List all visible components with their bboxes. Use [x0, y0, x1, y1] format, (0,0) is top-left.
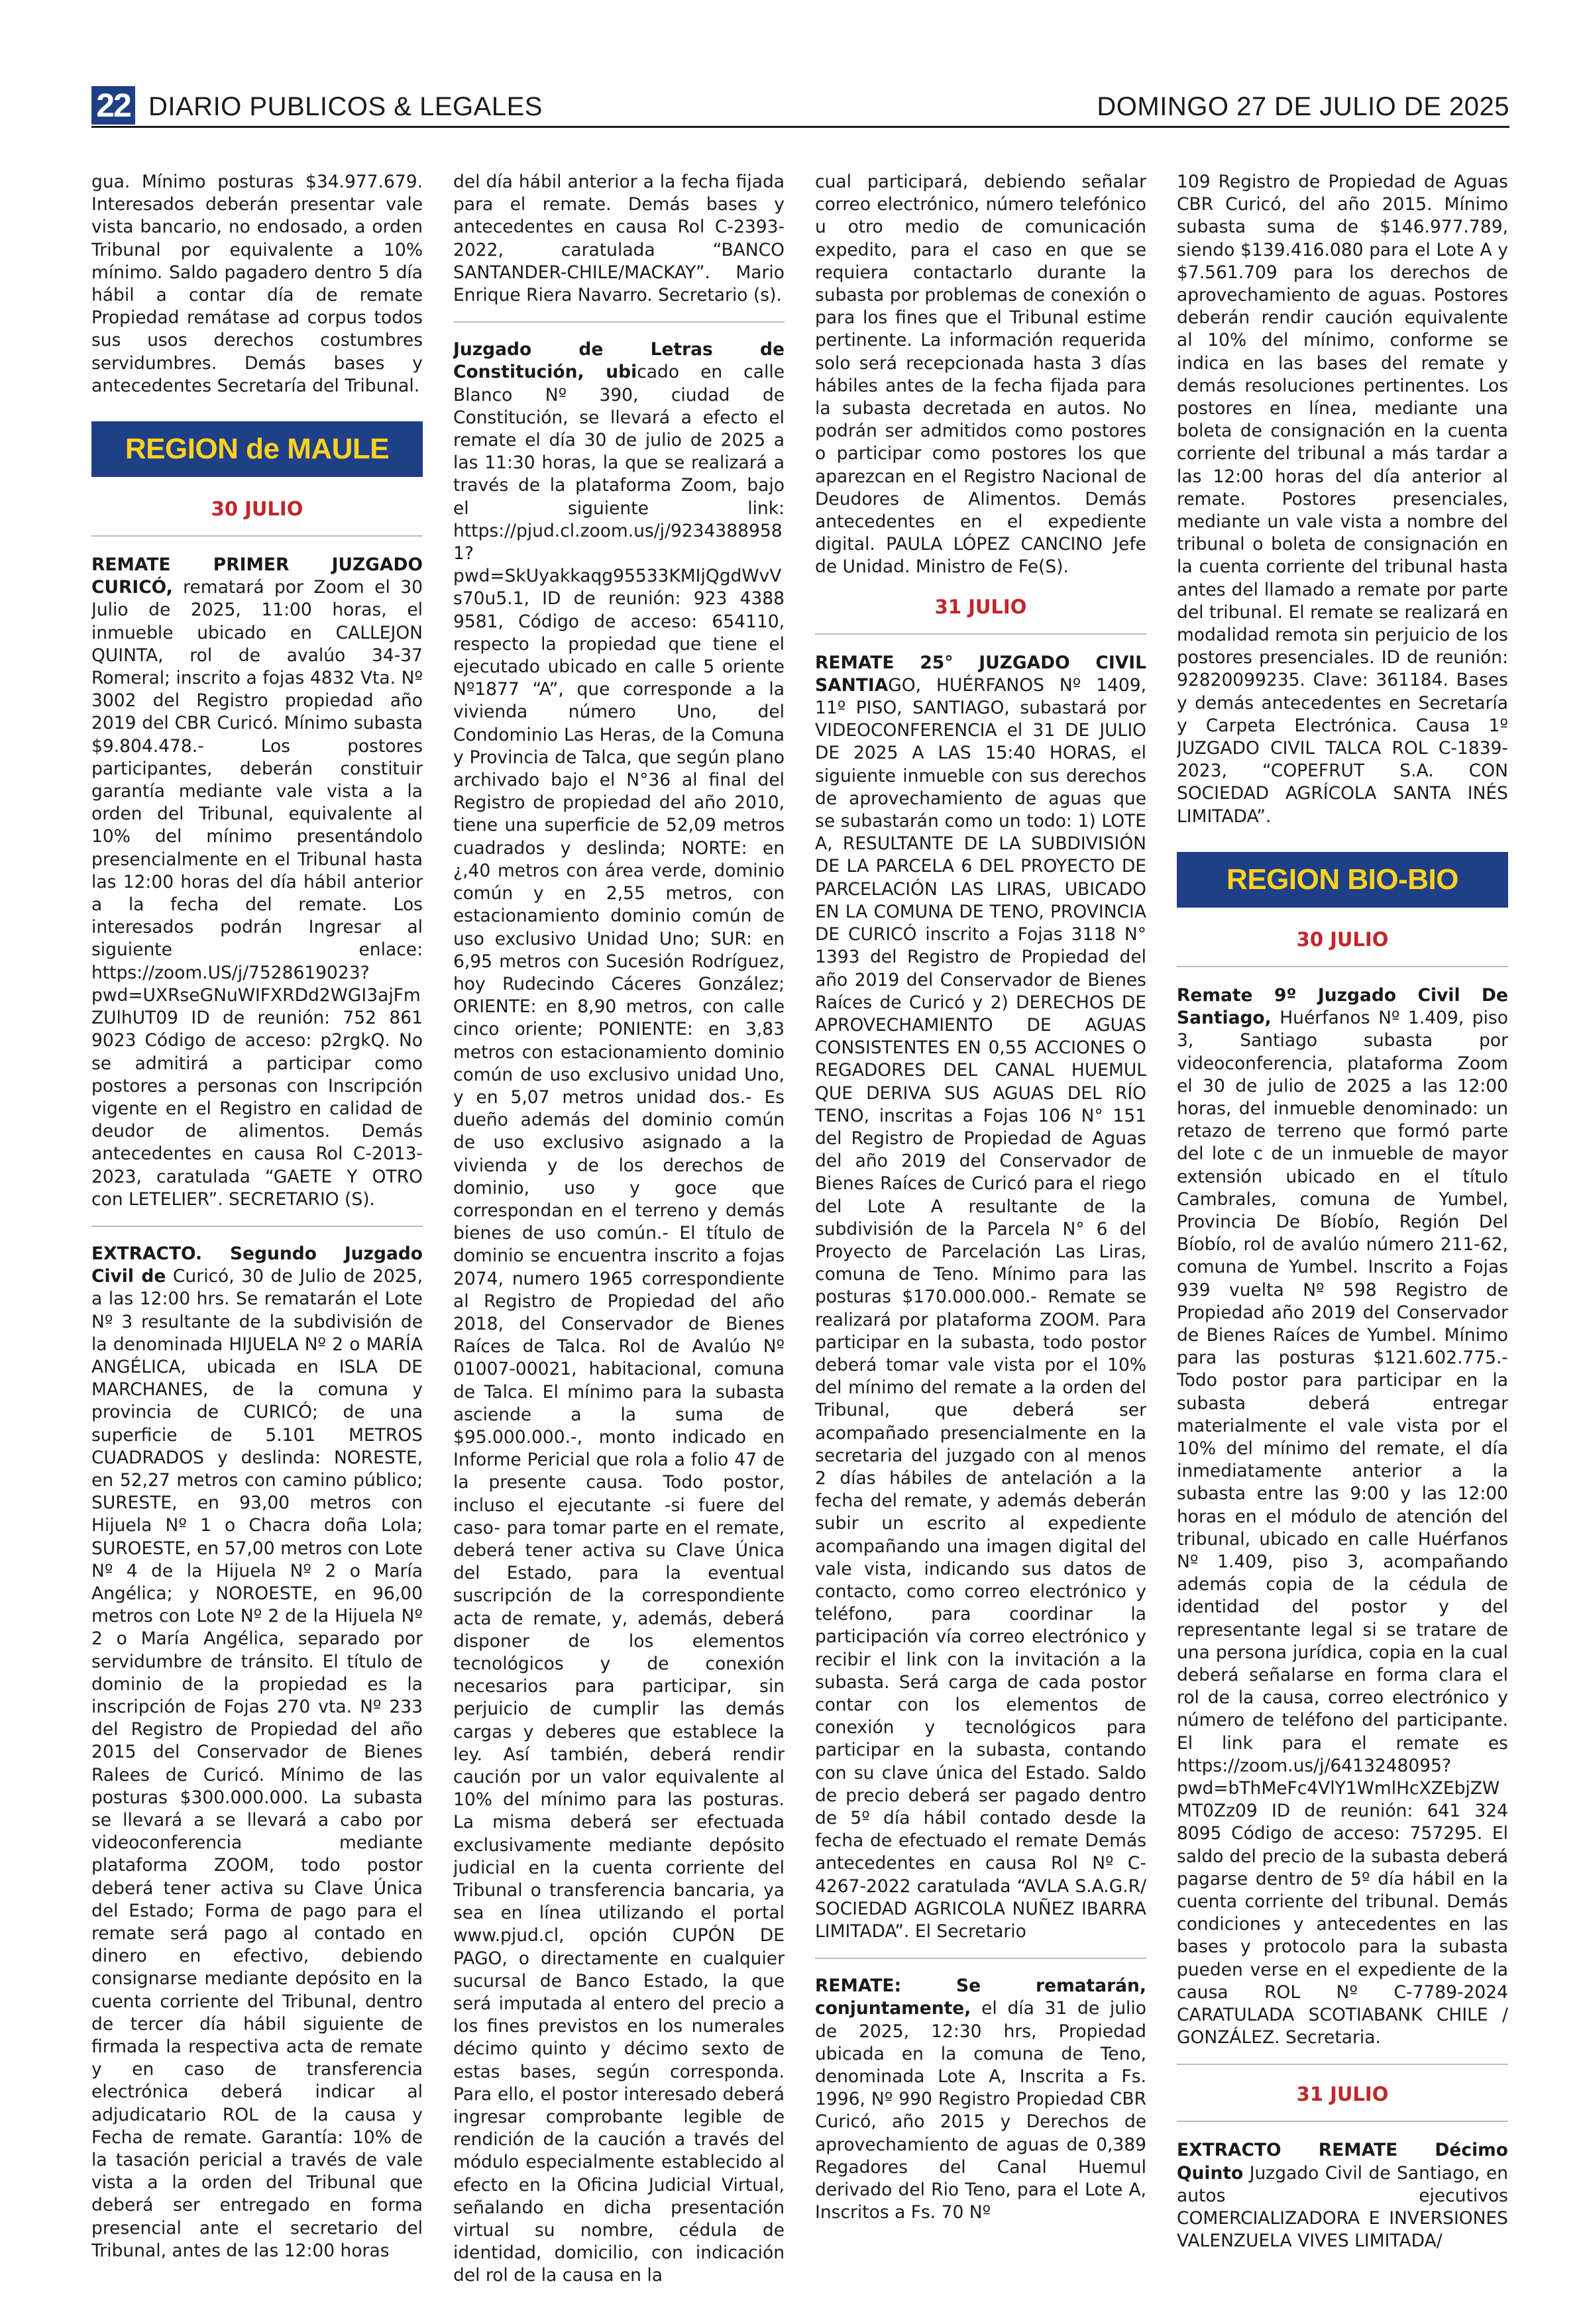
notice-remate-25-juzgado	[815, 652, 1146, 1944]
notice-body: cado en calle Blanco Nº 390, ciudad de Constitución, se llevará a efecto el remate el día 30 de julio de 2025 a las 11:30 horas, la que se realizará a través de la plataforma Zoom, bajo el siguiente link: https://pjud.cl.zoom.us/j/92343889581?pwd=SkUyakkaqg95533KMIjQgdWvVs70u5.1, ID de reunión: 923 4388 9581, Código de acceso: 654110, respecto la propiedad que tiene el ejecutado ubicado en calle 5 oriente Nº1877 “A”, que corresponde a la vivienda número Uno, del Condominio Las Heras, de la Comuna y Provincia de Talca, que según plano archivado bajo el N°36 al final del Registro de propiedad del año 2010, tiene una superficie de 52,09 metros cuadrados y deslinda; NORTE: en ¿,40 metros con área verde, dominio común y en 2,55 metros, con estacionamiento dominio común de uso exclusivo Unidad Uno; SUR: en 6,95 metros con Sucesión Rodríguez, hoy Rudecindo Cáceres González; ORIENTE: en 8,90 metros, con calle cinco oriente; PONIENTE: en 3,83 metros con estacionamiento dominio común de uso exclusivo unidad Uno, y en 5,07 metros unidad dos.- Es dueño además del dominio común de uso exclusivo asignado a la vivienda y de los derechos de dominio, uso y goce que correspondan en el terreno y demás bienes de uso común.- El título de dominio se encuentra inscrito a fojas 2074, numero 1965 correspondiente al Registro de Propiedad del año 2018, del Conservador de Bienes Raíces de Talca. Rol de Avalúo Nº 01007-00021, habitacional, comuna de Talca. El mínimo para la subasta asciende a la suma de $95.000.000.-, monto indicado en Informe Pericial que rola a folio 47 de la presente causa. Todo postor, incluso el ejecutante -si fuere del caso- para tomar parte en el remate, deberá tener activa su Clave Única del Estado, para la eventual suscripción de la correspondiente acta de remate, y, además, deberá disponer de los elementos tecnológicos y de conexión necesarios para participar, sin perjuicio de cumplir las demás cargas y deberes que establece la ley. Así también, deberá rendir caución por un valor equivalente al 10% del mínimo para las posturas. La misma deberá ser efectuada exclusivamente mediante depósito judicial en la cuenta corriente del Tribunal o transferencia bancaria, ya sea en línea utilizando el portal www.pjud.cl, opción CUPÓN DE PAGO, o directamente en cualquier sucursal de Banco Estado, la que será imputada al entero del precio a los fines previstos en los numerales décimo quinto y décimo sexto de estas bases, según corresponda. Para ello, el postor interesado deberá ingresar comprobante legible de rendición de la caución a través del módulo especialmente establecido al efecto en la Oficina Judicial Virtual, señalando en dicha presentación virtual su nombre, cédula de identidad, domicilio, con indicación del rol de la causa en la	[453, 362, 785, 2286]
masthead	[91, 85, 1509, 125]
region-banner-biobio: REGION BIO-BIO	[1177, 852, 1508, 908]
notice-remate-teno	[815, 1975, 1146, 2224]
date-heading: 30 JULIO	[1177, 926, 1508, 967]
date-heading: 31 JULIO	[815, 594, 1146, 635]
region-banner-maule: REGION de MAULE	[91, 421, 423, 477]
notice-continuation: gua. Mínimo posturas $34.977.679. Interesados deberán presentar vale vista bancario, no endosado, a orden Tribunal por equivalente a 10% mínimo. Saldo pagadero dentro 5 día hábil a contar día de remate Propiedad remátase ad corpus todos sus usos derechos costumbres servidumbres. Demás bases y antecedentes Secretaría del Tribunal.	[91, 172, 423, 396]
notice-continuation: del día hábil anterior a la fecha fijada para el remate. Demás bases y antecedentes en causa Rol C-2393-2022, caratulada “BANCO SANTANDER-CHILE/MACKAY”. Mario Enrique Riera Navarro. Secretario (s).	[453, 172, 785, 306]
date-heading: 31 JULIO	[1177, 2081, 1508, 2122]
notice-lead: EXTRACTO. Segundo Juzgado Civil de	[91, 1243, 423, 1287]
notice-extracto-decimo-quinto	[1177, 2139, 1508, 2252]
notice-body: Huérfanos Nº 1.409, piso 3, Santiago subasta por videoconferencia, plataforma Zoom el 30 de julio de 2025 a las 12:00 horas, del inmueble denominado: un retazo de terreno que formó parte del lote c de un inmueble de mayor extensión ubicado en el título Cambrales, comuna de Yumbel, Provincia De Bíobío, Región Del Bíobío, rol de avalúo número 211-62, comuna de Yumbel. Inscrito a Fojas 939 vuelta Nº 598 Registro de Propiedad año 2019 del Conservador de Bienes Raíces de Yumbel. Mínimo para las posturas $121.602.775.- Todo postor para participar en la subasta deberá entregar materialmente el vale vista por el 10% del mínimo del remate, el día inmediatamente anterior a la subasta entre las 9:00 y las 12:00 horas en el módulo de atención del tribunal, ubicado en calle Huérfanos Nº 1.409, piso 3, acompañando además copia de la cédula de identidad del postor y del representante legal si se tratare de una persona jurídica, copia en la cual deberá señalarse en forma clara el rol de la causa, correo electrónico y número de teléfono del participante. El link para el remate es https://zoom.us/j/6413248095?pwd=bThMeFc4VlY1WmlHcXZEbjZWMT0Zz09 ID de reunión: 641 324 8095 Código de acceso: 757295. El saldo del precio de la subasta deberá pagarse dentro de 5º día hábil en la cuenta corriente del tribunal. Demás condiciones y antecedentes en las bases y protocolo para la subasta pueden verse en el expediente de la causa ROL Nº C-7789-2024 CARATULADA SCOTIABANK CHILE / GONZÁLEZ. Secretaria.	[1177, 1008, 1508, 2048]
column-1	[91, 171, 423, 2291]
column-4	[1177, 171, 1508, 2291]
notice-body: el día 31 de julio de 2025, 12:30 hrs, Propiedad ubicada en la comuna de Teno, denominada Lote A, Inscrita a Fs. 1996, Nº 990 Registro Propiedad CBR Curicó, año 2015 y Derechos de aprovechamiento de aguas de 0,389 Regadores del Canal Huemul derivado del Rio Teno, para el Lote A, Inscritos a Fs. 70 Nº	[815, 1998, 1146, 2223]
notice-separator	[1177, 2064, 1508, 2065]
notice-lead: REMATE: Se rematarán, conjuntamente,	[815, 1976, 1146, 2019]
page-number: 22	[91, 86, 135, 125]
notice-remate-curico	[91, 554, 423, 1211]
notice-separator	[815, 1958, 1146, 1959]
notice-extracto-curico	[91, 1243, 423, 2262]
notice-body: rematará por Zoom el 30 Julio de 2025, 11:00 horas, el inmueble ubicado en CALLEJON QUINTA, rol de avalúo 34-37 Romeral; inscrito a fojas 4832 Vta. Nº 3002 del Registro propiedad año 2019 del CBR Curicó. Mínimo subasta $9.804.478.- Los postores participantes, deberán constituir garantía mediante vale vista a la orden del Tribunal, equivalente al 10% del mínimo presentándolo presencialmente en el Tribunal hasta las 12:00 horas del día hábil anterior a la fecha del remate. Los interesados podrán Ingresar al siguiente enlace: https://zoom.US/j/7528619023?pwd=UXRseGNuWIFXRDd2WGI3ajFmZUlhUT09 ID de reunión: 752 861 9023 Código de acceso: p2rgkQ. No se admitirá a participar como postores a personas con Inscripción vigente en el Registro en calidad de deudor de alimentos. Demás antecedentes en causa Rol C-2013-2023, caratulada “GAETE Y OTRO con LETELIER”. SECRETARIO (S).	[91, 577, 423, 1210]
notice-remate-9-juzgado	[1177, 984, 1508, 2050]
notice-body: Curicó, 30 de Julio de 2025, a las 12:00 hrs. Se rematarán el Lote Nº 3 resultante de la subdivisión de la denominada HIJUELA Nº 2 o MARÍA ANGÉLICA, ubicada en ISLA DE MARCHANES, de la comuna y provincia de CURICÓ; de una superficie de 5.101 METROS CUADRADOS y deslinda: NORESTE, en 52,27 metros con camino público; SURESTE, en 93,00 metros con Hijuela Nº 1 o Chacra doña Lola; SUROESTE, en 57,00 metros con Lote Nº 4 de la Hijuela Nº 2 o María Angélica; y NOROESTE, en 96,00 metros con Lote Nº 2 de la Hijuela Nº 2 o María Angélica, separado por servidumbre de tránsito. El título de dominio de la propiedad es la inscripción de Fojas 270 vta. Nº 233 del Registro de Propiedad del año 2015 del Conservador de Bienes Ralees de Curicó. Mínimo de las posturas $300.000.000. La subasta se llevará a se llevará a cabo por videoconferencia mediante plataforma ZOOM, todo postor deberá tener activa su Clave Única del Estado; Forma de pago para el remate será pago al contado en dinero en efectivo, debiendo consignarse mediante depósito en la cuenta corriente del Tribunal, dentro de tercer día hábil siguiente de firmada la respectiva acta de remate y en caso de transferencia electrónica deberá indicar al adjudicatario ROL de la causa y Fecha de remate. Garantía: 10% de la tasación pericial a través de vale vista a la orden del Tribunal que deberá ser entregado en forma presencial ante el secretario del Tribunal, antes de las 12:00 horas	[91, 1266, 423, 2261]
masthead-rule	[91, 126, 1509, 128]
publication-date: DOMINGO 27 DE JULIO DE 2025	[1097, 92, 1509, 121]
notice-separator	[91, 1226, 423, 1227]
notice-separator	[453, 321, 785, 323]
notice-body: Juzgado Civil de Santiago, en autos ejecutivos COMERCIALIZADORA E INVERSIONES VALENZUELA VIVES LIMITADA/	[1177, 2162, 1508, 2252]
notice-lead: EXTRACTO REMATE Décimo Quinto	[1177, 2140, 1508, 2184]
notice-lead: Juzgado de Letras de Constitución, ubi	[453, 339, 785, 383]
notice-juzgado-constitucion	[453, 339, 785, 2287]
notice-continuation: 109 Registro de Propiedad de Aguas CBR Curicó, del año 2015. Mínimo subasta suma de $146.977.789, siendo $139.416.080 para el Lote A y $7.561.709 para los derechos de aprovechamiento de aguas. Postores deberán rendir caución equivalente al 10% del mínimo, conforme se indica en las bases del remate y demás resoluciones pertinentes. Los postores en línea, mediante una boleta de consignación en la cuenta corriente del tribunal a más tardar a las 12:00 horas del día anterior al remate. Postores presenciales, mediante un vale vista a nombre del tribunal o boleta de consignación en la cuenta corriente del tribunal hasta antes del llamado a remate por parte del tribunal. El remate se realizará en modalidad remota sin perjuicio de los postores presenciales. ID de reunión: 92820099235. Clave: 361184. Bases y demás antecedentes en Secretaría y Carpeta Electrónica. Causa 1º JUZGADO CIVIL TALCA ROL C-1839-2023, “COPEFRUT S.A. CON SOCIEDAD AGRÍCOLA SANTA INÉS LIMITADA”.	[1177, 172, 1508, 827]
notice-body: GO, HUÉRFANOS Nº 1409, 11º PISO, SANTIAGO, subastará por VIDEOCONFERENCIA el 31 DE JULIO DE 2025 A LAS 15:40 HORAS, el siguiente inmueble con sus derechos de aprovechamiento de aguas que se subastarán como un todo: 1) LOTE A, RESULTANTE DE LA SUBDIVISIÓN DE LA PARCELA 6 DEL PROYECTO DE PARCELACIÓN LAS LIRAS, UBICADO EN LA COMUNA DE TENO, PROVINCIA DE CURICÓ inscrito a Fojas 3118 N° 1393 del Registro de Propiedad del año 2019 del Conservador de Bienes Raíces de Curicó y 2) DERECHOS DE APROVECHAMIENTO DE AGUAS CONSISTENTES EN 0,55 ACCIONES O REGADORES DEL CANAL HUEMUL QUE DERIVA SUS AGUAS DEL RÍO TENO, inscritas a Fojas 106 N° 151 del Registro de Propiedad de Aguas del año 2019 del Conservador de Bienes Raíces de Curicó para el riego del Lote A resultante de la subdivisión de la Parcela N° 6 del Proyecto de Parcelación Las Liras, comuna de Teno. Mínimo para las posturas $170.000.000.- Remate se realizará por plataforma ZOOM. Para participar en la subasta, todo postor deberá tomar vale vista por el 10% del mínimo del remate a la orden del Tribunal, que deberá ser acompañado presencialmente en la secretaria del juzgado con al menos 2 días hábiles de antelación a la fecha del remate, y además deberán subir un escrito al expediente acompañando una imagen digital del vale vista, indicando sus datos de contacto, como correo electrónico y teléfono, para coordinar la participación vía correo electrónico y recibir el link con la invitación a la subasta. Será carga de cada postor contar con los elementos de conexión y tecnológicos para participar en la subasta, contando con su clave única del Estado. Saldo de precio deberá ser pagado dentro de 5º día hábil contado desde la fecha de efectuado el remate Demás antecedentes en causa Rol Nº C-4267-2022 caratulada “AVLA S.A.G.R/ SOCIEDAD AGRICOLA NUÑEZ IBARRA LIMITADA”. El Secretario	[815, 674, 1146, 1942]
publication-title: DIARIO PUBLICOS & LEGALES	[148, 92, 543, 121]
date-heading: 30 JULIO	[91, 496, 423, 537]
column-3	[815, 171, 1146, 2291]
notice-lead: REMATE 25° JUZGADO CIVIL SANTIA	[815, 652, 1146, 696]
notice-continuation: cual participará, debiendo señalar correo electrónico, número telefónico u otro medio de comunicación expedito, para el caso en que se requiera contactarlo durante la subasta por problemas de conexión o para los fines que el Tribunal estime pertinente. La información requerida solo será recepcionada hasta 3 días hábiles antes de la fecha fijada para la subasta decretada en autos. No podrán ser admitidos como postores o participar como postores los que aparezcan en el Registro Nacional de Deudores de Alimentos. Demás antecedentes en el expediente digital. PAULA LÓPEZ CANCINO Jefe de Unidad. Ministro de Fe(S).	[815, 172, 1146, 578]
notice-lead: REMATE PRIMER JUZGADO CURICÓ,	[91, 555, 423, 598]
notice-lead: Remate 9º Juzgado Civil De Santiago,	[1177, 984, 1508, 1029]
column-2	[453, 171, 785, 2291]
